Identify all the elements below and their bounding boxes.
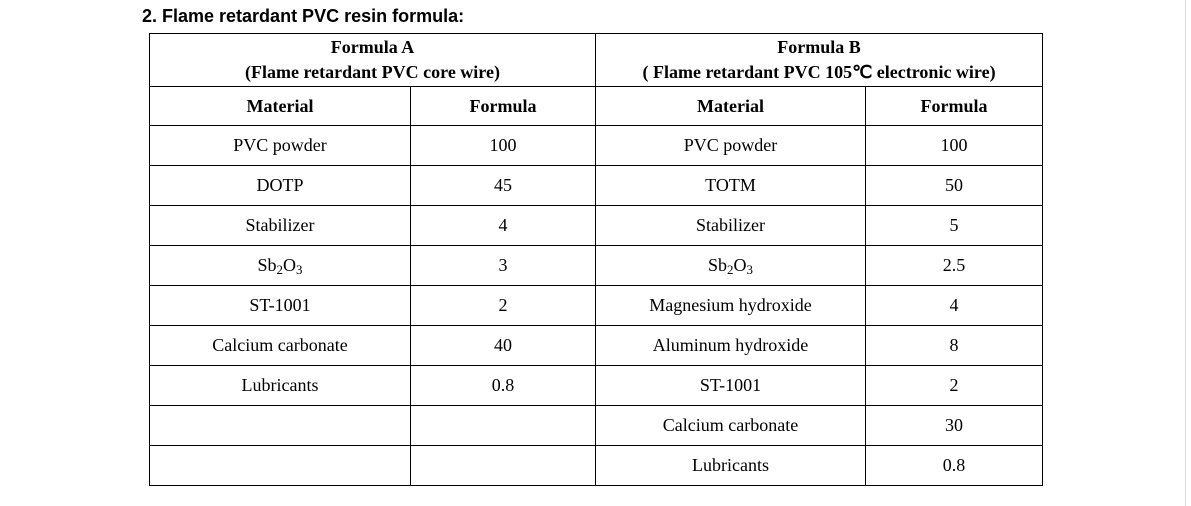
empty-cell [411,406,596,446]
formula-a-value: 4 [411,206,596,246]
formula-b-title: Formula B [777,37,861,57]
group-header-row [150,34,1043,87]
formula-b-value: 30 [866,406,1043,446]
chem-base: O [283,255,296,275]
formula-a-value: 100 [411,126,596,166]
formula-b-material: Aluminum hydroxide [596,326,866,366]
formula-b-value: 2.5 [866,246,1043,286]
formula-b-value: 2 [866,366,1043,406]
formula-b-material: Lubricants [596,446,866,486]
formula-a-material [150,246,411,286]
formula-a-value: 45 [411,166,596,206]
formula-a-value: 3 [411,246,596,286]
formula-b-formula-header: Formula [866,87,1043,126]
section-heading: 2. Flame retardant PVC resin formula: [142,6,465,26]
formula-b-material: TOTM [596,166,866,206]
chem-base: Sb [708,255,728,275]
formula-a-material: Stabilizer [150,206,411,246]
formula-a-material: PVC powder [150,126,411,166]
chem-base: O [733,255,747,275]
formula-a-header [150,34,596,87]
chem-base: Sb [257,255,277,275]
formula-b-material [596,246,866,286]
table-row [150,246,1043,286]
table-row [150,126,1043,166]
formula-b-material: PVC powder [596,126,866,166]
formula-a-subtitle: (Flame retardant PVC core wire) [245,62,500,82]
column-header-row [150,87,1043,126]
table-row [150,366,1043,406]
formula-b-material: Calcium carbonate [596,406,866,446]
formula-b-subtitle: ( Flame retardant PVC 105℃ electronic wire) [642,62,996,82]
table-row [150,446,1043,486]
formula-b-material: Stabilizer [596,206,866,246]
formula-a-material: Calcium carbonate [150,326,411,366]
page-edge-divider [1185,0,1186,506]
formula-a-material-header: Material [150,87,411,126]
formula-b-header [596,34,1043,87]
formula-b-value: 100 [866,126,1043,166]
formula-b-value: 50 [866,166,1043,206]
formula-b-value: 8 [866,326,1043,366]
empty-cell [411,446,596,486]
formula-a-title: Formula A [330,37,415,57]
formula-b-material-header: Material [596,87,866,126]
chem-subscript: 2 [276,262,283,278]
chem-subscript: 3 [746,262,753,278]
table-row [150,326,1043,366]
formula-a-value: 0.8 [411,366,596,406]
formula-b-material: Magnesium hydroxide [596,286,866,326]
formula-a-material: DOTP [150,166,411,206]
table-row [150,286,1043,326]
formula-b-value: 4 [866,286,1043,326]
formula-b-material: ST-1001 [596,366,866,406]
table-row [150,166,1043,206]
chem-subscript: 2 [727,262,734,278]
formula-b-value: 0.8 [866,446,1043,486]
chem-subscript: 3 [296,262,303,278]
formula-b-value: 5 [866,206,1043,246]
formula-a-material: ST-1001 [150,286,411,326]
empty-cell [150,406,411,446]
formula-a-value: 40 [411,326,596,366]
formula-table [149,33,1043,486]
formula-a-material: Lubricants [150,366,411,406]
formula-a-value: 2 [411,286,596,326]
table-row [150,206,1043,246]
table-row [150,406,1043,446]
formula-a-formula-header: Formula [411,87,596,126]
empty-cell [150,446,411,486]
